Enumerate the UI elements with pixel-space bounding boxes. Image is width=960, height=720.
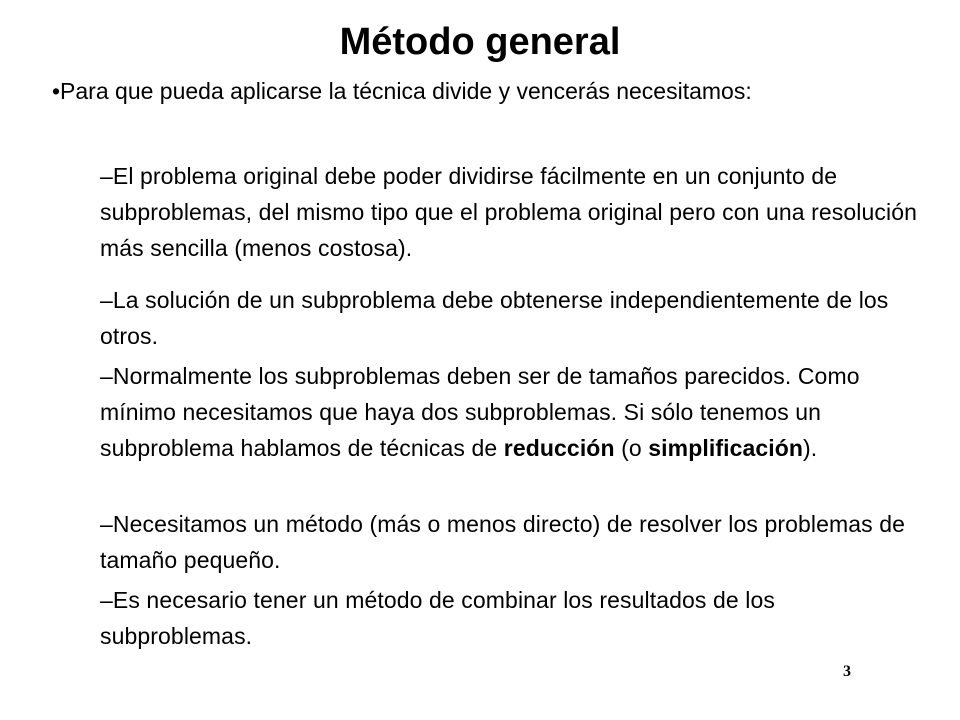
sub-point-text-middle: (o	[614, 435, 649, 461]
sub-point-text-end: ).	[803, 435, 818, 461]
slide-title: Método general	[339, 21, 621, 63]
sub-point-similar-sizes	[100, 358, 930, 466]
sub-point-problem-division: –El problema original debe poder dividirse fácilmente en un conjunto de subproblemas, del mismo tipo que el problema original pero con una resolución más sencilla (menos costosa).	[100, 163, 917, 261]
sub-point-small-problems: –Necesitamos un método (más o menos directo) de resolver los problemas de tamaño pequeño.	[100, 511, 905, 573]
sub-point-combine-results: –Es necesario tener un método de combinar los resultados de los subproblemas.	[100, 587, 775, 649]
term-reduccion: reducción	[503, 435, 615, 461]
page-number: 3	[843, 663, 851, 680]
sub-point-independent-solution: –La solución de un subproblema debe obtenerse independientemente de los otros.	[100, 287, 889, 349]
intro-bullet: •Para que pueda aplicarse la técnica divide y vencerás necesitamos:	[52, 78, 752, 104]
term-simplificacion: simplificación	[648, 435, 804, 461]
sub-point-text-start: –Normalmente los subproblemas deben ser de tamaños parecidos. Como mínimo necesitamos que haya dos subproblemas. Si sólo tenemos un subproblema hablamos de técnicas de	[100, 363, 860, 461]
